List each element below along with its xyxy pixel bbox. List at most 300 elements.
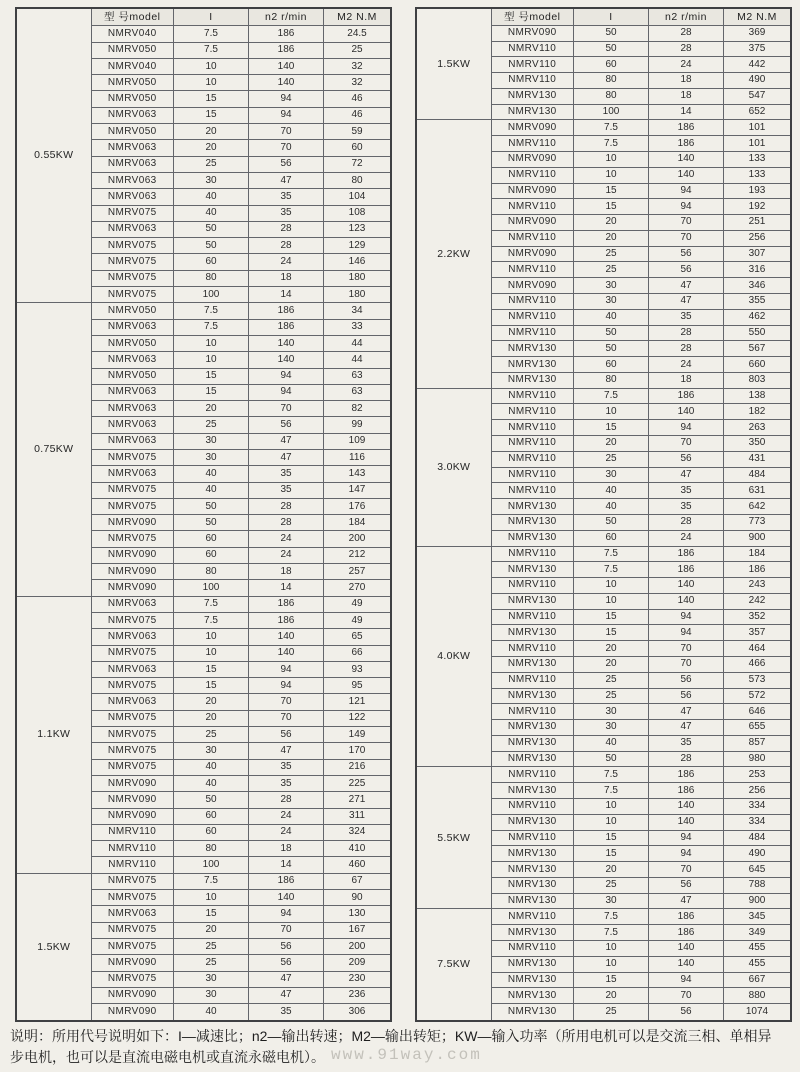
- speed-cell: 28: [249, 498, 324, 514]
- ratio-cell: 20: [174, 401, 249, 417]
- model-cell: NMRV110: [491, 641, 574, 657]
- torque-cell: 180: [324, 287, 392, 303]
- speed-cell: 56: [649, 451, 724, 467]
- speed-cell: 70: [649, 641, 724, 657]
- speed-cell: 24: [649, 57, 724, 73]
- speed-cell: 47: [249, 172, 324, 188]
- torque-cell: 49: [324, 612, 392, 628]
- model-cell: NMRV130: [491, 104, 574, 120]
- torque-cell: 167: [324, 922, 392, 938]
- speed-cell: 94: [649, 183, 724, 199]
- model-cell: NMRV110: [491, 230, 574, 246]
- speed-cell: 18: [249, 841, 324, 857]
- torque-cell: 900: [724, 530, 792, 546]
- ratio-cell: 20: [574, 641, 649, 657]
- speed-cell: 28: [249, 221, 324, 237]
- speed-cell: 140: [649, 956, 724, 972]
- ratio-cell: 20: [574, 230, 649, 246]
- model-cell: NMRV063: [91, 629, 174, 645]
- torque-cell: 186: [724, 562, 792, 578]
- ratio-cell: 15: [574, 420, 649, 436]
- torque-cell: 642: [724, 499, 792, 515]
- power-group-label: 2.2KW: [416, 120, 491, 388]
- speed-cell: 28: [249, 515, 324, 531]
- speed-cell: 56: [249, 955, 324, 971]
- torque-cell: 216: [324, 759, 392, 775]
- model-cell: NMRV063: [91, 417, 174, 433]
- table-row: [416, 120, 791, 136]
- speed-cell: 56: [649, 262, 724, 278]
- ratio-cell: 7.5: [574, 136, 649, 152]
- spec-table-right: [415, 7, 792, 1022]
- speed-cell: 94: [249, 91, 324, 107]
- speed-cell: 140: [249, 629, 324, 645]
- model-cell: NMRV130: [491, 341, 574, 357]
- speed-cell: 186: [649, 562, 724, 578]
- ratio-cell: 60: [574, 57, 649, 73]
- watermark: www.91way.com: [331, 1046, 482, 1064]
- ratio-cell: 10: [174, 890, 249, 906]
- model-cell: NMRV110: [491, 167, 574, 183]
- speed-cell: 94: [649, 199, 724, 215]
- speed-cell: 18: [649, 88, 724, 104]
- ratio-cell: 25: [574, 688, 649, 704]
- torque-cell: 350: [724, 436, 792, 452]
- ratio-cell: 50: [574, 751, 649, 767]
- model-cell: NMRV075: [91, 612, 174, 628]
- model-cell: NMRV090: [91, 775, 174, 791]
- torque-cell: 442: [724, 57, 792, 73]
- model-cell: NMRV090: [91, 955, 174, 971]
- power-group-label: 0.75KW: [16, 303, 91, 596]
- ratio-cell: 25: [174, 938, 249, 954]
- ratio-cell: 30: [174, 971, 249, 987]
- model-cell: NMRV130: [491, 877, 574, 893]
- power-group-label: 1.5KW: [16, 873, 91, 1021]
- torque-cell: 32: [324, 75, 392, 91]
- model-cell: NMRV130: [491, 893, 574, 909]
- speed-cell: 28: [649, 341, 724, 357]
- model-cell: NMRV130: [491, 751, 574, 767]
- model-cell: NMRV130: [491, 972, 574, 988]
- torque-cell: 200: [324, 531, 392, 547]
- model-cell: NMRV110: [491, 546, 574, 562]
- model-cell: NMRV130: [491, 783, 574, 799]
- speed-cell: 47: [249, 433, 324, 449]
- torque-cell: 182: [724, 404, 792, 420]
- ratio-cell: 7.5: [574, 120, 649, 136]
- ratio-cell: 15: [574, 830, 649, 846]
- torque-cell: 270: [324, 580, 392, 596]
- torque-cell: 334: [724, 799, 792, 815]
- model-cell: NMRV130: [491, 88, 574, 104]
- model-cell: NMRV063: [91, 466, 174, 482]
- speed-cell: 47: [249, 971, 324, 987]
- model-cell: NMRV075: [91, 922, 174, 938]
- torque-cell: 236: [324, 987, 392, 1003]
- torque-cell: 225: [324, 775, 392, 791]
- speed-cell: 18: [249, 270, 324, 286]
- speed-cell: 35: [249, 205, 324, 221]
- ratio-cell: 60: [574, 357, 649, 373]
- torque-cell: 631: [724, 483, 792, 499]
- ratio-cell: 30: [574, 720, 649, 736]
- torque-cell: 369: [724, 25, 792, 41]
- speed-cell: 70: [649, 230, 724, 246]
- torque-cell: 462: [724, 309, 792, 325]
- torque-cell: 880: [724, 988, 792, 1004]
- speed-cell: 186: [249, 26, 324, 42]
- ratio-cell: 40: [174, 775, 249, 791]
- torque-cell: 59: [324, 124, 392, 140]
- model-cell: NMRV110: [491, 73, 574, 89]
- speed-cell: 70: [249, 124, 324, 140]
- torque-cell: 455: [724, 956, 792, 972]
- torque-cell: 44: [324, 352, 392, 368]
- model-cell: NMRV063: [91, 401, 174, 417]
- torque-cell: 316: [724, 262, 792, 278]
- column-header: I: [574, 8, 649, 25]
- speed-cell: 47: [649, 720, 724, 736]
- power-group-label: 4.0KW: [416, 546, 491, 767]
- speed-cell: 70: [249, 401, 324, 417]
- speed-cell: 56: [649, 688, 724, 704]
- model-cell: NMRV130: [491, 499, 574, 515]
- torque-cell: 257: [324, 564, 392, 580]
- model-cell: NMRV110: [491, 136, 574, 152]
- speed-cell: 56: [249, 156, 324, 172]
- model-cell: NMRV090: [91, 547, 174, 563]
- model-cell: NMRV075: [91, 287, 174, 303]
- model-cell: NMRV110: [491, 309, 574, 325]
- torque-cell: 133: [724, 151, 792, 167]
- speed-cell: 14: [249, 580, 324, 596]
- column-header: I: [174, 8, 249, 26]
- speed-cell: 186: [649, 388, 724, 404]
- model-cell: NMRV090: [91, 987, 174, 1003]
- ratio-cell: 10: [174, 352, 249, 368]
- speed-cell: 70: [649, 862, 724, 878]
- model-cell: NMRV063: [91, 107, 174, 123]
- model-cell: NMRV130: [491, 562, 574, 578]
- model-cell: NMRV090: [491, 151, 574, 167]
- speed-cell: 186: [249, 42, 324, 58]
- ratio-cell: 20: [574, 215, 649, 231]
- model-cell: NMRV130: [491, 988, 574, 1004]
- torque-cell: 82: [324, 401, 392, 417]
- ratio-cell: 50: [574, 41, 649, 57]
- ratio-cell: 20: [174, 694, 249, 710]
- ratio-cell: 50: [174, 515, 249, 531]
- model-cell: NMRV090: [91, 580, 174, 596]
- footnote-line2: 步电机，也可以是直流电磁电机或直流永磁电机）。: [10, 1049, 325, 1065]
- speed-cell: 24: [249, 531, 324, 547]
- torque-cell: 104: [324, 189, 392, 205]
- model-cell: NMRV063: [91, 694, 174, 710]
- model-cell: NMRV075: [91, 531, 174, 547]
- speed-cell: 56: [249, 727, 324, 743]
- column-header: n2 r/min: [249, 8, 324, 26]
- torque-cell: 133: [724, 167, 792, 183]
- ratio-cell: 80: [574, 88, 649, 104]
- model-cell: NMRV075: [91, 450, 174, 466]
- table-row: [416, 909, 791, 925]
- ratio-cell: 100: [174, 287, 249, 303]
- torque-cell: 46: [324, 107, 392, 123]
- torque-cell: 99: [324, 417, 392, 433]
- speed-cell: 56: [649, 877, 724, 893]
- torque-cell: 311: [324, 808, 392, 824]
- ratio-cell: 20: [174, 922, 249, 938]
- speed-cell: 140: [249, 352, 324, 368]
- ratio-cell: 30: [574, 278, 649, 294]
- model-cell: NMRV110: [491, 436, 574, 452]
- model-cell: NMRV075: [91, 270, 174, 286]
- ratio-cell: 15: [174, 906, 249, 922]
- torque-cell: 324: [324, 824, 392, 840]
- speed-cell: 186: [649, 909, 724, 925]
- speed-cell: 140: [249, 890, 324, 906]
- ratio-cell: 50: [174, 498, 249, 514]
- model-cell: NMRV090: [491, 25, 574, 41]
- model-cell: NMRV110: [491, 467, 574, 483]
- power-group-label: 1.1KW: [16, 596, 91, 873]
- torque-cell: 116: [324, 450, 392, 466]
- model-cell: NMRV110: [491, 578, 574, 594]
- torque-cell: 32: [324, 58, 392, 74]
- torque-cell: 180: [324, 270, 392, 286]
- speed-cell: 24: [649, 357, 724, 373]
- ratio-cell: 50: [574, 25, 649, 41]
- model-cell: NMRV063: [91, 352, 174, 368]
- model-cell: NMRV110: [491, 451, 574, 467]
- speed-cell: 47: [649, 467, 724, 483]
- model-cell: NMRV130: [491, 357, 574, 373]
- model-cell: NMRV110: [491, 325, 574, 341]
- model-cell: NMRV075: [91, 938, 174, 954]
- ratio-cell: 25: [574, 877, 649, 893]
- table-row: [416, 388, 791, 404]
- table-row: [16, 873, 391, 889]
- ratio-cell: 20: [574, 862, 649, 878]
- ratio-cell: 10: [574, 593, 649, 609]
- ratio-cell: 60: [174, 547, 249, 563]
- ratio-cell: 15: [174, 661, 249, 677]
- speed-cell: 47: [649, 893, 724, 909]
- model-cell: NMRV110: [491, 799, 574, 815]
- model-cell: NMRV090: [491, 246, 574, 262]
- speed-cell: 35: [649, 309, 724, 325]
- torque-cell: 567: [724, 341, 792, 357]
- torque-cell: 33: [324, 319, 392, 335]
- model-cell: NMRV130: [491, 846, 574, 862]
- model-cell: NMRV130: [491, 735, 574, 751]
- speed-cell: 94: [249, 906, 324, 922]
- torque-cell: 24.5: [324, 26, 392, 42]
- speed-cell: 24: [249, 808, 324, 824]
- speed-cell: 186: [249, 873, 324, 889]
- ratio-cell: 80: [174, 564, 249, 580]
- power-group-label: 5.5KW: [416, 767, 491, 909]
- torque-cell: 655: [724, 720, 792, 736]
- model-cell: NMRV110: [491, 609, 574, 625]
- model-cell: NMRV075: [91, 238, 174, 254]
- ratio-cell: 40: [174, 205, 249, 221]
- ratio-cell: 25: [574, 672, 649, 688]
- model-cell: NMRV110: [91, 857, 174, 873]
- speed-cell: 47: [649, 704, 724, 720]
- model-cell: NMRV063: [91, 661, 174, 677]
- ratio-cell: 30: [174, 433, 249, 449]
- speed-cell: 28: [649, 41, 724, 57]
- ratio-cell: 40: [574, 309, 649, 325]
- torque-cell: 184: [324, 515, 392, 531]
- torque-cell: 352: [724, 609, 792, 625]
- ratio-cell: 15: [174, 107, 249, 123]
- ratio-cell: 10: [174, 629, 249, 645]
- ratio-cell: 15: [574, 972, 649, 988]
- model-cell: NMRV075: [91, 498, 174, 514]
- ratio-cell: 60: [174, 254, 249, 270]
- table-row: [16, 303, 391, 319]
- column-header: M2 N.M: [724, 8, 792, 25]
- torque-cell: 646: [724, 704, 792, 720]
- speed-cell: 94: [249, 661, 324, 677]
- ratio-cell: 60: [174, 808, 249, 824]
- model-cell: NMRV050: [91, 124, 174, 140]
- ratio-cell: 80: [174, 841, 249, 857]
- model-cell: NMRV130: [491, 720, 574, 736]
- ratio-cell: 40: [174, 1004, 249, 1021]
- model-cell: NMRV090: [491, 183, 574, 199]
- torque-cell: 34: [324, 303, 392, 319]
- torque-cell: 242: [724, 593, 792, 609]
- speed-cell: 186: [249, 612, 324, 628]
- torque-cell: 193: [724, 183, 792, 199]
- ratio-cell: 20: [174, 140, 249, 156]
- model-cell: NMRV063: [91, 140, 174, 156]
- model-cell: NMRV110: [491, 199, 574, 215]
- power-group-label: 3.0KW: [416, 388, 491, 546]
- model-cell: NMRV130: [491, 956, 574, 972]
- ratio-cell: 7.5: [574, 909, 649, 925]
- ratio-cell: 100: [574, 104, 649, 120]
- torque-cell: 184: [724, 546, 792, 562]
- ratio-cell: 7.5: [174, 319, 249, 335]
- ratio-cell: 30: [574, 893, 649, 909]
- ratio-cell: 20: [574, 988, 649, 1004]
- speed-cell: 140: [249, 75, 324, 91]
- speed-cell: 140: [649, 799, 724, 815]
- spec-tables-container: [15, 7, 792, 1022]
- model-cell: NMRV050: [91, 75, 174, 91]
- torque-cell: 355: [724, 294, 792, 310]
- torque-cell: 490: [724, 846, 792, 862]
- torque-cell: 253: [724, 767, 792, 783]
- speed-cell: 94: [649, 972, 724, 988]
- speed-cell: 56: [649, 246, 724, 262]
- model-cell: NMRV110: [491, 909, 574, 925]
- torque-cell: 251: [724, 215, 792, 231]
- ratio-cell: 25: [574, 1004, 649, 1021]
- ratio-cell: 25: [174, 156, 249, 172]
- model-cell: NMRV110: [91, 841, 174, 857]
- ratio-cell: 7.5: [174, 26, 249, 42]
- speed-cell: 18: [649, 372, 724, 388]
- torque-cell: 95: [324, 678, 392, 694]
- speed-cell: 56: [249, 417, 324, 433]
- ratio-cell: 50: [174, 221, 249, 237]
- speed-cell: 140: [249, 645, 324, 661]
- model-cell: NMRV110: [491, 483, 574, 499]
- torque-cell: 170: [324, 743, 392, 759]
- model-cell: NMRV063: [91, 189, 174, 205]
- header-row: [16, 8, 391, 26]
- model-cell: NMRV110: [491, 388, 574, 404]
- speed-cell: 35: [249, 1004, 324, 1021]
- speed-cell: 186: [649, 136, 724, 152]
- ratio-cell: 40: [574, 735, 649, 751]
- model-cell: NMRV075: [91, 710, 174, 726]
- ratio-cell: 30: [174, 987, 249, 1003]
- ratio-cell: 15: [174, 678, 249, 694]
- ratio-cell: 50: [174, 792, 249, 808]
- model-cell: NMRV130: [491, 1004, 574, 1021]
- speed-cell: 24: [249, 824, 324, 840]
- speed-cell: 35: [249, 759, 324, 775]
- model-cell: NMRV130: [491, 688, 574, 704]
- model-cell: NMRV110: [491, 830, 574, 846]
- table-row: [416, 546, 791, 562]
- speed-cell: 18: [249, 564, 324, 580]
- speed-cell: 70: [249, 922, 324, 938]
- power-group-label: 7.5KW: [416, 909, 491, 1021]
- model-cell: NMRV040: [91, 58, 174, 74]
- speed-cell: 140: [649, 593, 724, 609]
- model-cell: NMRV050: [91, 42, 174, 58]
- torque-cell: 146: [324, 254, 392, 270]
- ratio-cell: 30: [174, 172, 249, 188]
- model-cell: NMRV075: [91, 482, 174, 498]
- torque-cell: 80: [324, 172, 392, 188]
- torque-cell: 410: [324, 841, 392, 857]
- model-cell: NMRV110: [491, 294, 574, 310]
- torque-cell: 667: [724, 972, 792, 988]
- speed-cell: 35: [249, 189, 324, 205]
- ratio-cell: 15: [174, 368, 249, 384]
- ratio-cell: 10: [174, 335, 249, 351]
- model-cell: NMRV110: [491, 672, 574, 688]
- ratio-cell: 15: [574, 846, 649, 862]
- torque-cell: 263: [724, 420, 792, 436]
- model-cell: NMRV075: [91, 254, 174, 270]
- model-cell: NMRV075: [91, 890, 174, 906]
- ratio-cell: 7.5: [574, 767, 649, 783]
- torque-cell: 455: [724, 941, 792, 957]
- model-cell: NMRV075: [91, 205, 174, 221]
- torque-cell: 547: [724, 88, 792, 104]
- model-cell: NMRV040: [91, 26, 174, 42]
- speed-cell: 186: [649, 925, 724, 941]
- speed-cell: 70: [249, 140, 324, 156]
- speed-cell: 28: [649, 25, 724, 41]
- model-cell: NMRV050: [91, 303, 174, 319]
- speed-cell: 28: [249, 238, 324, 254]
- ratio-cell: 7.5: [174, 596, 249, 612]
- model-cell: NMRV075: [91, 678, 174, 694]
- speed-cell: 186: [249, 596, 324, 612]
- torque-cell: 108: [324, 205, 392, 221]
